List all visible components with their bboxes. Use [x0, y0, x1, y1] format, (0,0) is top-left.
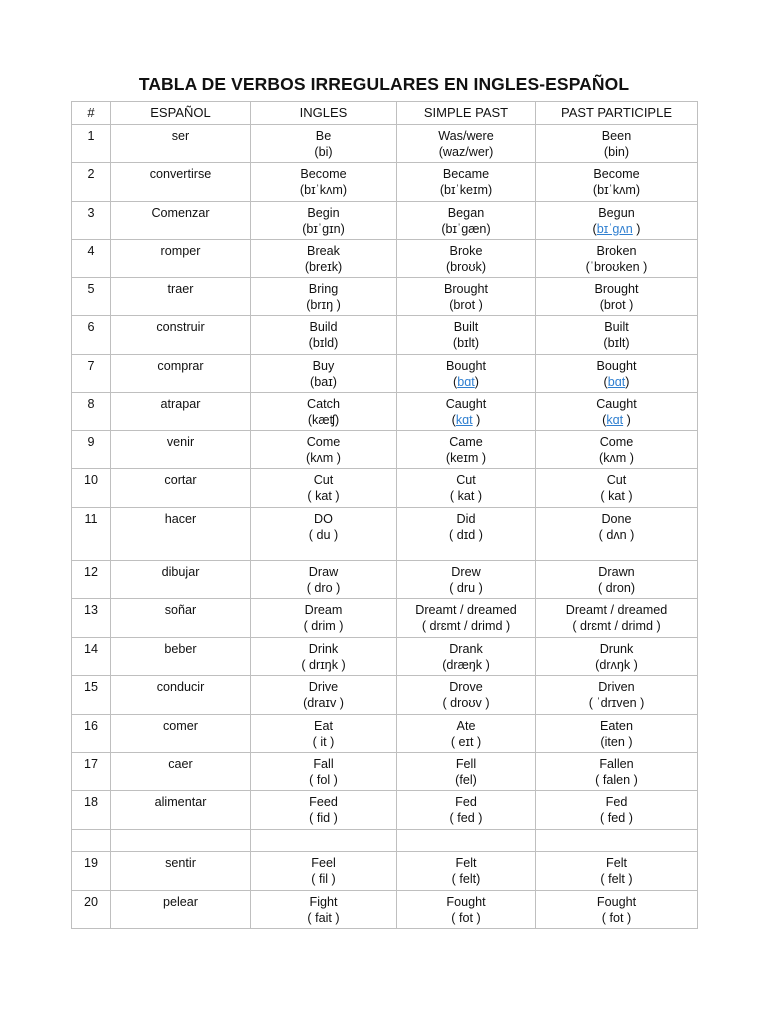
pronunciation-paren: ( — [453, 375, 458, 389]
header-spanish: ESPAÑOL — [111, 102, 251, 125]
past-participle-pronunciation: ( drɛmt / drimd ) — [572, 619, 661, 633]
english-verb-pronunciation: ( fait ) — [307, 911, 340, 925]
past-participle-cell — [536, 753, 698, 791]
table-row — [72, 638, 698, 676]
pronunciation-link[interactable]: bɪˈgʌn — [596, 222, 633, 236]
past-participle-pronunciation: (drʌŋk ) — [595, 658, 638, 672]
past-participle-word: Cut — [606, 473, 627, 487]
simple-past-pronunciation: ( fot ) — [451, 911, 481, 925]
english-verb-word: Catch — [307, 397, 340, 411]
simple-past-cell — [397, 240, 536, 278]
row-number: 9 — [72, 431, 111, 469]
pronunciation-paren: ) — [472, 413, 481, 427]
pronunciation-paren: ( — [603, 375, 608, 389]
past-participle-cell — [536, 791, 698, 830]
past-participle-cell — [536, 561, 698, 599]
simple-past-pronunciation: (dræŋk ) — [442, 658, 490, 672]
english-verb-word: Come — [306, 435, 341, 449]
pronunciation-paren: ( — [451, 413, 456, 427]
table-row — [72, 163, 698, 202]
past-participle-word: Brought — [594, 282, 639, 296]
spanish-verb: alimentar — [111, 791, 251, 830]
header-row — [72, 102, 698, 125]
simple-past-cell — [397, 676, 536, 715]
past-participle-word: Eaten — [600, 719, 633, 733]
spanish-verb: atrapar — [111, 393, 251, 431]
past-participle-word: Caught — [596, 397, 637, 411]
english-verb-pronunciation: (brɪŋ ) — [306, 298, 341, 312]
row-number: 18 — [72, 791, 111, 830]
simple-past-word: Did — [456, 512, 476, 526]
english-verb-cell — [251, 278, 397, 316]
past-participle-word: Broken — [596, 244, 637, 258]
spanish-verb: convertirse — [111, 163, 251, 202]
past-participle-word: Done — [601, 512, 632, 526]
spanish-verb: dibujar — [111, 561, 251, 599]
spanish-verb — [111, 830, 251, 852]
simple-past-pronunciation: ( kat ) — [449, 489, 483, 503]
past-participle-cell — [536, 638, 698, 676]
row-number: 17 — [72, 753, 111, 791]
table-row — [72, 240, 698, 278]
simple-past-cell — [397, 852, 536, 891]
simple-past-cell — [397, 830, 536, 852]
past-participle-word: Become — [593, 167, 640, 181]
row-number: 7 — [72, 355, 111, 393]
pronunciation-paren: ( — [592, 222, 597, 236]
english-verb-pronunciation: (bɪˈgɪn) — [302, 222, 345, 236]
spanish-verb: traer — [111, 278, 251, 316]
past-participle-cell — [536, 891, 698, 929]
english-verb-pronunciation: ( it ) — [312, 735, 335, 749]
past-participle-word: Dreamt / dreamed — [565, 603, 668, 617]
row-number: 15 — [72, 676, 111, 715]
simple-past-word: Broke — [449, 244, 483, 258]
past-participle-cell — [536, 852, 698, 891]
past-participle-pronunciation — [536, 374, 697, 390]
simple-past-cell — [397, 891, 536, 929]
english-verb-cell — [251, 830, 397, 852]
english-verb-pronunciation: ( fol ) — [309, 773, 338, 787]
past-participle-cell — [536, 676, 698, 715]
english-verb-cell — [251, 163, 397, 202]
past-participle-pronunciation: (kʌm ) — [599, 451, 634, 465]
table-row — [72, 431, 698, 469]
english-verb-cell — [251, 508, 397, 561]
page-title: TABLA DE VERBOS IRREGULARES EN INGLES-ESPAÑOL — [138, 74, 630, 94]
table-row — [72, 355, 698, 393]
simple-past-cell — [397, 561, 536, 599]
english-verb-cell — [251, 715, 397, 753]
simple-past-cell — [397, 393, 536, 431]
english-verb-word: Dream — [304, 603, 343, 617]
english-verb-pronunciation: ( fil ) — [311, 872, 336, 886]
table-row — [72, 891, 698, 929]
past-participle-word: Drawn — [598, 565, 635, 579]
pronunciation-link[interactable]: kɑt — [455, 413, 473, 427]
past-participle-pronunciation: (brot ) — [599, 298, 634, 312]
past-participle-word: Been — [601, 129, 632, 143]
simple-past-word: Bought — [446, 359, 486, 373]
english-verb-word: Draw — [308, 565, 339, 579]
simple-past-cell — [397, 431, 536, 469]
row-number: 6 — [72, 316, 111, 355]
past-participle-cell — [536, 355, 698, 393]
spanish-verb: sentir — [111, 852, 251, 891]
english-verb-word: Feed — [309, 795, 338, 809]
row-number: 3 — [72, 202, 111, 240]
spanish-verb: Comenzar — [111, 202, 251, 240]
row-number: 16 — [72, 715, 111, 753]
english-verb-cell — [251, 125, 397, 163]
english-verb-pronunciation: (baɪ) — [310, 375, 337, 389]
row-number: 13 — [72, 599, 111, 638]
simple-past-word: Felt — [455, 856, 477, 870]
past-participle-pronunciation: ( fot ) — [601, 911, 632, 925]
english-verb-cell — [251, 469, 397, 508]
english-verb-word: Fight — [309, 895, 338, 909]
english-verb-cell — [251, 316, 397, 355]
past-participle-pronunciation: (iten ) — [600, 735, 633, 749]
simple-past-word: Drank — [449, 642, 483, 656]
english-verb-pronunciation: (bɪˈkʌm) — [299, 183, 348, 197]
pronunciation-paren: ) — [625, 375, 630, 389]
past-participle-pronunciation: ( ˈdrɪven ) — [588, 696, 645, 710]
past-participle-cell — [536, 469, 698, 508]
past-participle-cell — [536, 431, 698, 469]
row-number: 2 — [72, 163, 111, 202]
simple-past-pronunciation: ( drɛmt / drimd ) — [421, 619, 511, 633]
table-row — [72, 753, 698, 791]
simple-past-word: Dreamt / dreamed — [415, 603, 517, 617]
simple-past-cell — [397, 715, 536, 753]
english-verb-pronunciation: ( fid ) — [309, 811, 338, 825]
past-participle-cell — [536, 202, 698, 240]
english-verb-word: Become — [300, 167, 347, 181]
simple-past-pronunciation — [397, 374, 535, 390]
english-verb-cell — [251, 355, 397, 393]
spanish-verb: pelear — [111, 891, 251, 929]
spanish-verb: venir — [111, 431, 251, 469]
header-past-participle: PAST PARTICIPLE — [536, 102, 698, 125]
spanish-verb: romper — [111, 240, 251, 278]
english-verb-word: Drive — [308, 680, 339, 694]
table-row — [72, 316, 698, 355]
english-verb-word: DO — [314, 512, 333, 526]
past-participle-pronunciation: ( fed ) — [600, 811, 633, 825]
table-row — [72, 791, 698, 830]
english-verb-cell — [251, 599, 397, 638]
past-participle-pronunciation: ( falen ) — [595, 773, 638, 787]
spanish-verb: caer — [111, 753, 251, 791]
past-participle-pronunciation: ( dʌn ) — [598, 528, 635, 542]
english-verb-cell — [251, 753, 397, 791]
row-number: 5 — [72, 278, 111, 316]
simple-past-pronunciation: (fel) — [455, 773, 477, 787]
simple-past-word: Became — [442, 167, 490, 181]
table-row — [72, 561, 698, 599]
spanish-verb: ser — [111, 125, 251, 163]
simple-past-pronunciation: (bɪˈgæn) — [441, 222, 491, 236]
past-participle-cell — [536, 830, 698, 852]
english-verb-pronunciation: ( dro ) — [306, 581, 341, 595]
simple-past-pronunciation: (waz/wer) — [438, 145, 494, 159]
simple-past-pronunciation: ( dɪd ) — [449, 528, 483, 542]
simple-past-cell — [397, 508, 536, 561]
table-row — [72, 715, 698, 753]
english-verb-pronunciation: ( drim ) — [303, 619, 344, 633]
past-participle-cell — [536, 163, 698, 202]
past-participle-pronunciation: ( kat ) — [600, 489, 633, 503]
table-row — [72, 278, 698, 316]
past-participle-pronunciation: (bin) — [603, 145, 630, 159]
past-participle-cell — [536, 715, 698, 753]
simple-past-cell — [397, 202, 536, 240]
simple-past-cell — [397, 278, 536, 316]
english-verb-pronunciation: (breɪk) — [304, 260, 343, 274]
simple-past-cell — [397, 469, 536, 508]
english-verb-word: Break — [307, 244, 340, 258]
past-participle-pronunciation: (bɪˈkʌm) — [592, 183, 641, 197]
table-row — [72, 393, 698, 431]
table-row — [72, 852, 698, 891]
english-verb-pronunciation: (kʌm ) — [306, 451, 341, 465]
english-verb-word: Be — [315, 129, 332, 143]
row-number: 20 — [72, 891, 111, 929]
past-participle-cell — [536, 240, 698, 278]
spanish-verb: comprar — [111, 355, 251, 393]
simple-past-cell — [397, 125, 536, 163]
past-participle-word: Begun — [598, 206, 635, 220]
pronunciation-paren: ) — [623, 413, 631, 427]
english-verb-cell — [251, 240, 397, 278]
table-row — [72, 508, 698, 561]
english-verb-pronunciation: ( kat ) — [307, 489, 340, 503]
english-verb-cell — [251, 891, 397, 929]
english-verb-cell — [251, 561, 397, 599]
simple-past-pronunciation: ( droʊv ) — [442, 696, 490, 710]
simple-past-word: Fell — [455, 757, 477, 771]
simple-past-word: Brought — [443, 282, 489, 296]
table-row — [72, 469, 698, 508]
spanish-verb: comer — [111, 715, 251, 753]
past-participle-pronunciation: ( dron) — [597, 581, 636, 595]
english-verb-word: Fall — [313, 757, 334, 771]
row-number: 4 — [72, 240, 111, 278]
row-number: 12 — [72, 561, 111, 599]
simple-past-cell — [397, 316, 536, 355]
past-participle-cell — [536, 508, 698, 561]
past-participle-word: Fought — [596, 895, 637, 909]
english-verb-pronunciation: (bɪld) — [308, 336, 339, 350]
past-participle-pronunciation: (ˈbroʊken ) — [585, 260, 648, 274]
simple-past-pronunciation: (bɪlt) — [452, 336, 480, 350]
english-verb-word: Eat — [314, 719, 333, 733]
past-participle-word: Drunk — [599, 642, 634, 656]
simple-past-cell — [397, 163, 536, 202]
simple-past-word: Fed — [455, 795, 477, 809]
english-verb-cell — [251, 676, 397, 715]
table-row — [72, 676, 698, 715]
header-number: # — [72, 102, 111, 125]
english-verb-word: Begin — [307, 206, 340, 220]
past-participle-word: Come — [599, 435, 634, 449]
past-participle-cell — [536, 316, 698, 355]
english-verb-cell — [251, 202, 397, 240]
english-verb-pronunciation: (kæʧ) — [307, 413, 340, 427]
english-verb-cell — [251, 638, 397, 676]
spanish-verb: soñar — [111, 599, 251, 638]
simple-past-word: Caught — [445, 397, 487, 411]
past-participle-pronunciation — [536, 221, 697, 237]
simple-past-pronunciation — [397, 412, 535, 428]
spanish-verb: cortar — [111, 469, 251, 508]
pronunciation-link[interactable]: bɑt — [607, 375, 626, 389]
simple-past-cell — [397, 638, 536, 676]
english-verb-word: Build — [309, 320, 338, 334]
row-number — [72, 830, 111, 852]
english-verb-cell — [251, 431, 397, 469]
past-participle-word: Fallen — [599, 757, 634, 771]
row-number: 1 — [72, 125, 111, 163]
pronunciation-link[interactable]: bɑt — [457, 375, 475, 389]
simple-past-word: Was/were — [438, 129, 494, 143]
simple-past-word: Drew — [451, 565, 481, 579]
past-participle-cell — [536, 278, 698, 316]
row-number: 14 — [72, 638, 111, 676]
past-participle-cell — [536, 599, 698, 638]
simple-past-word: Ate — [456, 719, 476, 733]
row-number: 19 — [72, 852, 111, 891]
simple-past-pronunciation: (brot ) — [449, 298, 483, 312]
simple-past-cell — [397, 791, 536, 830]
row-number: 8 — [72, 393, 111, 431]
simple-past-pronunciation: (keɪm ) — [445, 451, 487, 465]
past-participle-word: Fed — [605, 795, 628, 809]
simple-past-word: Built — [453, 320, 479, 334]
english-verb-word: Feel — [311, 856, 336, 870]
simple-past-pronunciation: (broʊk) — [445, 260, 487, 274]
header-simple-past: SIMPLE PAST — [397, 102, 536, 125]
spanish-verb: hacer — [111, 508, 251, 561]
row-number: 10 — [72, 469, 111, 508]
past-participle-pronunciation — [536, 412, 697, 428]
english-verb-pronunciation: (bi) — [314, 145, 333, 159]
english-verb-cell — [251, 791, 397, 830]
english-verb-pronunciation: ( du ) — [308, 528, 339, 542]
simple-past-cell — [397, 599, 536, 638]
simple-past-pronunciation: ( felt) — [451, 872, 481, 886]
table-row — [72, 125, 698, 163]
table-row — [72, 830, 698, 852]
spanish-verb: conducir — [111, 676, 251, 715]
pronunciation-paren: ( — [602, 413, 607, 427]
spanish-verb: beber — [111, 638, 251, 676]
table-row — [72, 202, 698, 240]
pronunciation-paren: ) — [632, 222, 641, 236]
simple-past-word: Came — [449, 435, 483, 449]
past-participle-word: Felt — [606, 856, 627, 870]
simple-past-cell — [397, 355, 536, 393]
simple-past-word: Cut — [456, 473, 476, 487]
pronunciation-link[interactable]: kɑt — [606, 413, 624, 427]
simple-past-pronunciation: (bɪˈkeɪm) — [439, 183, 493, 197]
simple-past-cell — [397, 753, 536, 791]
simple-past-word: Began — [447, 206, 485, 220]
row-number: 11 — [72, 508, 111, 561]
english-verb-pronunciation: ( drɪŋk ) — [301, 658, 346, 672]
pronunciation-paren: ) — [474, 375, 479, 389]
spanish-verb: construir — [111, 316, 251, 355]
english-verb-word: Bring — [308, 282, 339, 296]
simple-past-pronunciation: ( fed ) — [449, 811, 483, 825]
english-verb-cell — [251, 393, 397, 431]
past-participle-word: Built — [604, 320, 629, 334]
english-verb-word: Cut — [313, 473, 334, 487]
english-verb-cell — [251, 852, 397, 891]
past-participle-word: Bought — [596, 359, 637, 373]
english-verb-word: Drink — [308, 642, 339, 656]
simple-past-pronunciation: ( eɪt ) — [450, 735, 482, 749]
past-participle-cell — [536, 125, 698, 163]
past-participle-cell — [536, 393, 698, 431]
simple-past-word: Drove — [449, 680, 483, 694]
english-verb-word: Buy — [312, 359, 335, 373]
past-participle-pronunciation: ( felt ) — [600, 872, 633, 886]
simple-past-pronunciation: ( dru ) — [449, 581, 483, 595]
past-participle-word: Driven — [598, 680, 635, 694]
past-participle-pronunciation: (bɪlt) — [603, 336, 630, 350]
simple-past-word: Fought — [446, 895, 486, 909]
english-verb-pronunciation: (draɪv ) — [303, 696, 344, 710]
verbs-table — [71, 101, 698, 929]
table-row — [72, 599, 698, 638]
header-english: INGLES — [251, 102, 397, 125]
